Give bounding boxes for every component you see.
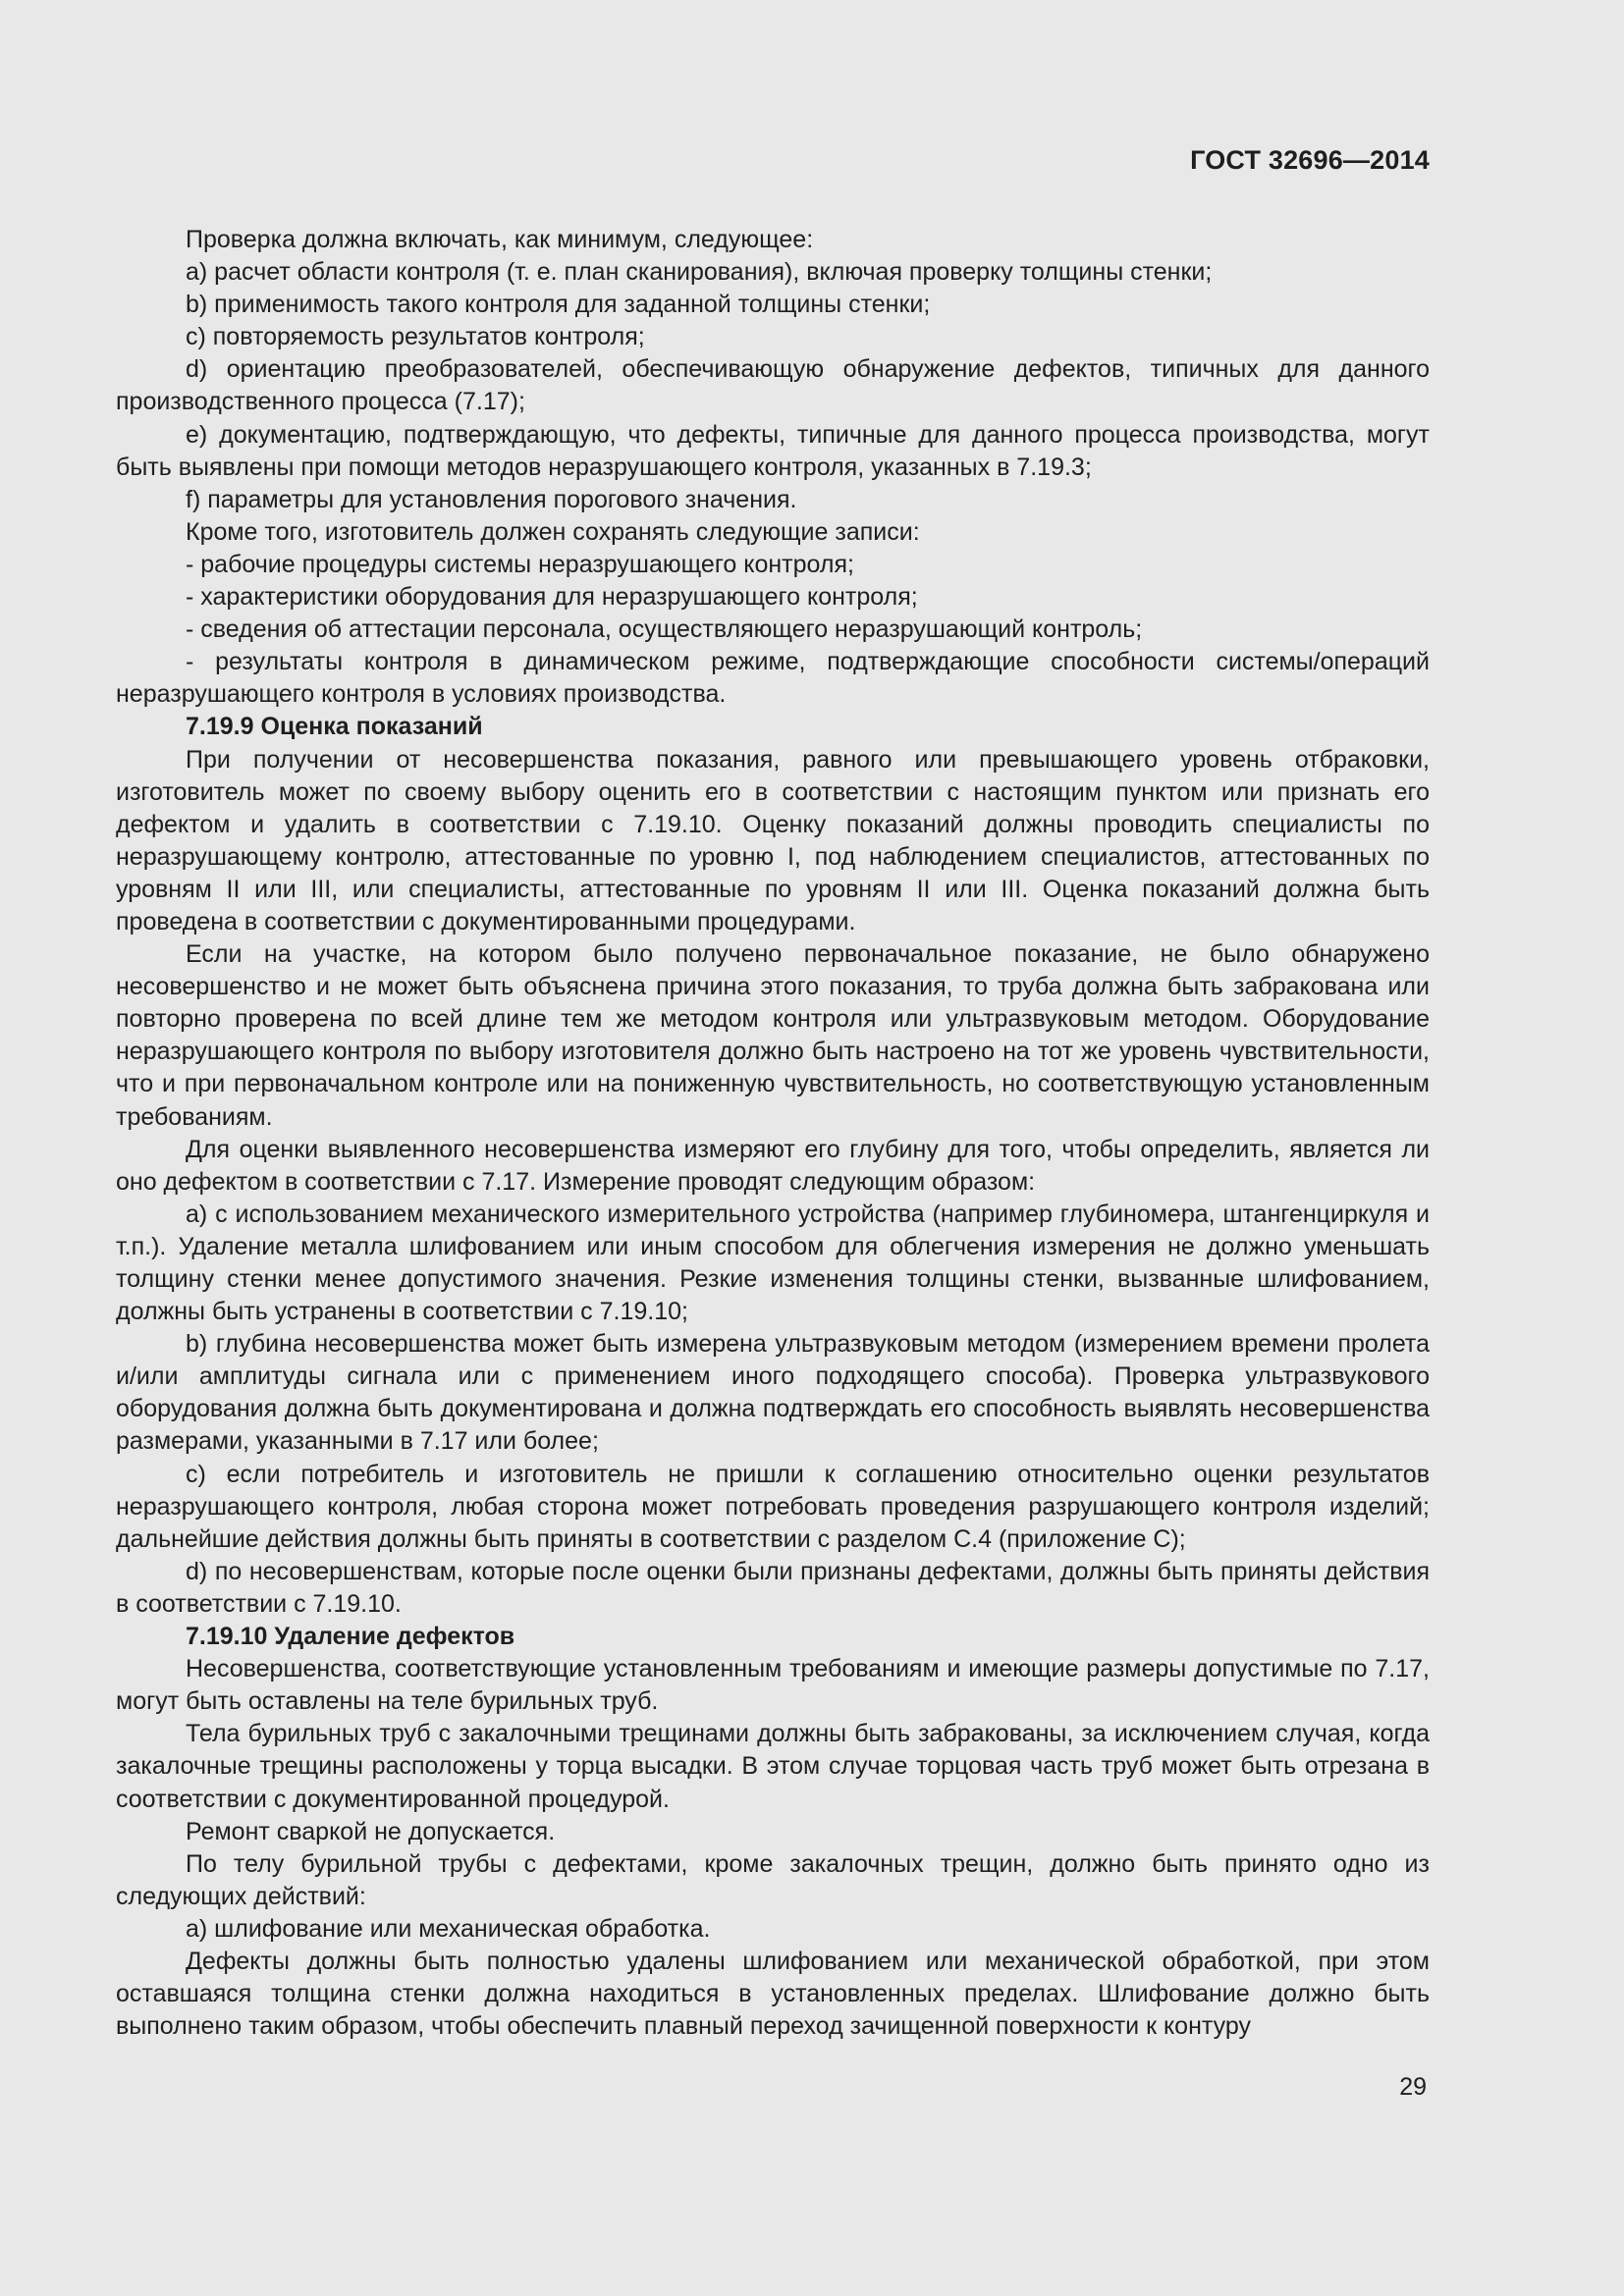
record-item-results: - результаты контроля в динамическом режиме, подтверждающие способности системы/операций неразрушающего контроля в условиях производства. (116, 648, 1430, 709)
action-item-a: a) шлифование или механическая обработка. (186, 1914, 711, 1943)
list-item-d: d) ориентацию преобразователей, обеспечивающую обнаружение дефектов, типичных для данного производственного процесса (7.17); (116, 355, 1430, 416)
measurement-item-a: a) с использованием механического измерительного устройства (например глубиномера, штангенциркуля и т.п.). Удаление металла шлифованием или иным способом для облегчения измерения не должно уменьшать толщину стенки менее допустимого значения. Резкие изменения толщины стенки, вызванные шлифованием, должны быть устранены в соответствии с 7.19.10; (116, 1200, 1430, 1326)
document-page (116, 0, 1430, 2296)
paragraph-no-welding: Ремонт сваркой не допускается. (186, 1817, 556, 1845)
page-number: 29 (1399, 2073, 1427, 2101)
list-item-b: b) применимость такого контроля для заданной толщины стенки; (186, 291, 931, 319)
measurement-item-b: b) глубина несовершенства может быть измерена ультразвуковым методом (измерением времени пролета и/или амплитуды сигнала или с применением иного подходящего способа). Проверка ультразвукового оборудования должна быть документирована и должна подтверждать его способность выявлять несовершенства размерами, указанными в 7.17 или более; (116, 1330, 1430, 1456)
standard-header: ГОСТ 32696—2014 (1190, 145, 1430, 175)
section-heading-7-19-9: 7.19.9 Оценка показаний (186, 713, 483, 741)
list-item-f: f) параметры для установления порогового значения. (186, 485, 797, 513)
paragraph-no-imperfection: Если на участке, на котором было получено первоначальное показание, не было обнаружено несовершенство и не может быть объяснена причина этого показания, то труба должна быть забракована или повторно проверена по всей длине тем же методом контроля или ультразвуковым методом. Оборудование неразрушающего контроля по выбору изготовителя должно быть настроено на тот же уровень чувствительности, что и при первоначальном контроле или на пониженную чувствительность, но соответствующую установленным требованиям. (116, 940, 1430, 1131)
paragraph-defect-actions: По телу бурильной трубы с дефектами, кроме закалочных трещин, должно быть принято одно из следующих действий: (116, 1849, 1430, 1910)
paragraph-evaluation: При получении от несовершенства показания, равного или превышающего уровень отбраковки, изготовитель может по своему выбору оценить его в соответствии с настоящим пунктом или признать его дефектом и удалить в соответствии с 7.19.10. Оценку показаний должны проводить специалисты по неразрушающему контролю, аттестованные по уровню I, под наблюдением специалистов, аттестованных по уровням II или III, или специалисты, аттестованные по уровням II или III. Оценка показаний должна быть проведена в соответствии с документированными процедурами. (116, 745, 1430, 935)
measurement-item-c: c) если потребитель и изготовитель не пришли к соглашению относительно оценки результатов неразрушающего контроля, любая сторона может потребовать проведения разрушающего контроля изделий; дальнейшие действия должны быть приняты в соответствии с разделом С.4 (приложение С); (116, 1460, 1430, 1553)
document-body (116, 224, 1430, 2043)
paragraph-acceptable-imperfections: Несовершенства, соответствующие установленным требованиям и имеющие размеры допустимые по 7.17, могут быть оставлены на теле бурильных труб. (116, 1655, 1430, 1716)
paragraph-quench-cracks: Тела бурильных труб с закалочными трещинами должны быть забракованы, за исключением случая, когда закалочные трещины расположены у торца высадки. В этом случае торцовая часть труб может быть отрезана в соответствии с документированной процедурой. (116, 1720, 1430, 1813)
paragraph-depth-measurement: Для оценки выявленного несовершенства измеряют его глубину для того, чтобы определить, является ли оно дефектом в соответствии с 7.17. Измерение проводят следующим образом: (116, 1135, 1430, 1196)
record-item-personnel: - сведения об аттестации персонала, осуществляющего неразрушающий контроль; (186, 615, 1143, 644)
section-heading-7-19-10: 7.19.10 Удаление дефектов (186, 1623, 515, 1651)
paragraph-intro: Проверка должна включать, как минимум, следующее: (186, 226, 814, 253)
list-item-c: c) повторяемость результатов контроля; (186, 323, 645, 351)
record-item-equipment: - характеристики оборудования для неразрушающего контроля; (186, 583, 918, 612)
measurement-item-d: d) по несовершенствам, которые после оценки были признаны дефектами, должны быть приняты действия в соответствии с 7.19.10. (116, 1557, 1430, 1618)
list-item-e: e) документацию, подтверждающую, что дефекты, типичные для данного процесса производства, могут быть выявлены при помощи методов неразрушающего контроля, указанных в 7.19.3; (116, 420, 1430, 481)
paragraph-grinding: Дефекты должны быть полностью удалены шлифованием или механической обработкой, при этом оставшаяся толщина стенки должна находиться в установленных пределах. Шлифование должно быть выполнено таким образом, чтобы обеспечить плавный переход зачищенной поверхности к контуру (116, 1947, 1430, 2041)
list-item-a: a) расчет области контроля (т. е. план сканирования), включая проверку толщины стенки; (186, 258, 1213, 287)
record-item-procedures: - рабочие процедуры системы неразрушающего контроля; (186, 550, 854, 578)
paragraph-records-intro: Кроме того, изготовитель должен сохранять следующие записи: (186, 517, 920, 546)
